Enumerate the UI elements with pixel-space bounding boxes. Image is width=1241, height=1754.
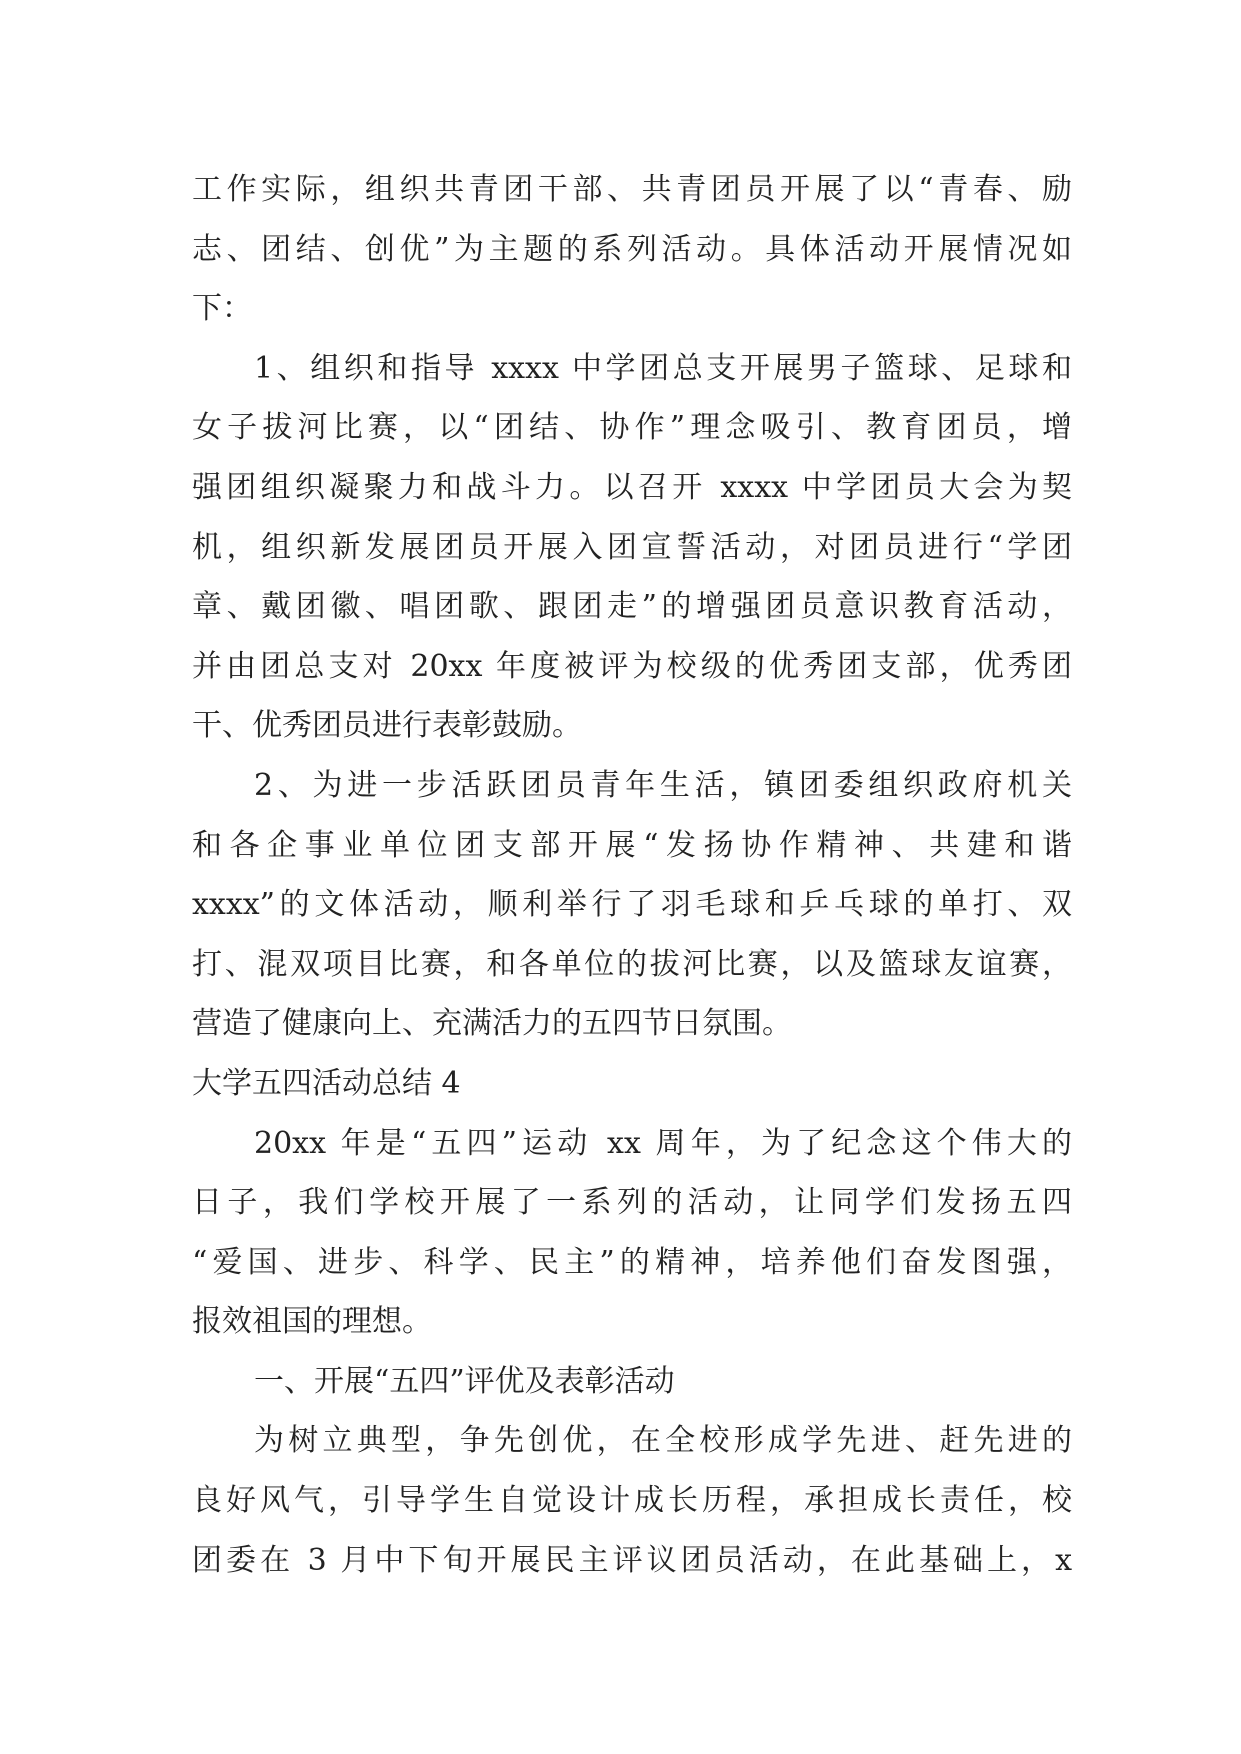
text-line: 报效祖国的理想。 <box>192 1304 432 1340</box>
text-line: 干、优秀团员进行表彰鼓励。 <box>192 708 582 744</box>
text-line: 团委在 3 月中下旬开展民主评议团员活动，在此基础上，x <box>192 1542 1072 1578</box>
text-line: 打、混双项目比赛，和各单位的拔河比赛，以及篮球友谊赛， <box>192 946 1072 982</box>
paragraph-start-line: 2、为进一步活跃团员青年生活，镇团委组织政府机关 <box>254 767 1072 803</box>
section-heading: 大学五四活动总结 4 <box>192 1065 461 1101</box>
paragraph-start-line: 为树立典型，争先创优，在全校形成学先进、赶先进的 <box>254 1423 1072 1459</box>
text-line: 机，组织新发展团员开展入团宣誓活动，对团员进行“学团 <box>192 529 1072 565</box>
text-line: 志、团结、创优”为主题的系列活动。具体活动开展情况如 <box>192 231 1072 267</box>
text-line: 并由团总支对 20xx 年度被评为校级的优秀团支部，优秀团 <box>192 648 1072 684</box>
text-line: 下： <box>192 291 252 327</box>
subsection-heading: 一、开展“五四”评优及表彰活动 <box>254 1363 675 1399</box>
paragraph-start-line: 20xx 年是“五四”运动 xx 周年，为了纪念这个伟大的 <box>254 1125 1072 1161</box>
text-line: 良好风气，引导学生自觉设计成长历程，承担成长责任，校 <box>192 1483 1072 1519</box>
document-body <box>192 160 1072 1590</box>
text-line: 营造了健康向上、充满活力的五四节日氛围。 <box>192 1006 792 1042</box>
text-line: xxxx”的文体活动，顺利举行了羽毛球和乒乓球的单打、双 <box>192 887 1072 923</box>
text-line: “爱国、进步、科学、民主”的精神，培养他们奋发图强， <box>192 1244 1072 1280</box>
text-line: 女子拔河比赛，以“团结、协作”理念吸引、教育团员，增 <box>192 410 1072 446</box>
text-line: 日子，我们学校开展了一系列的活动，让同学们发扬五四 <box>192 1185 1072 1221</box>
text-line: 工作实际，组织共青团干部、共青团员开展了以“青春、励 <box>192 172 1072 207</box>
paragraph-start-line: 1、组织和指导 xxxx 中学团总支开展男子篮球、足球和 <box>254 350 1072 386</box>
text-line: 强团组织凝聚力和战斗力。以召开 xxxx 中学团员大会为契 <box>192 469 1072 505</box>
text-line: 和各企事业单位团支部开展“发扬协作精神、共建和谐 <box>192 827 1072 863</box>
text-line: 章、戴团徽、唱团歌、跟团走”的增强团员意识教育活动， <box>192 589 1072 625</box>
